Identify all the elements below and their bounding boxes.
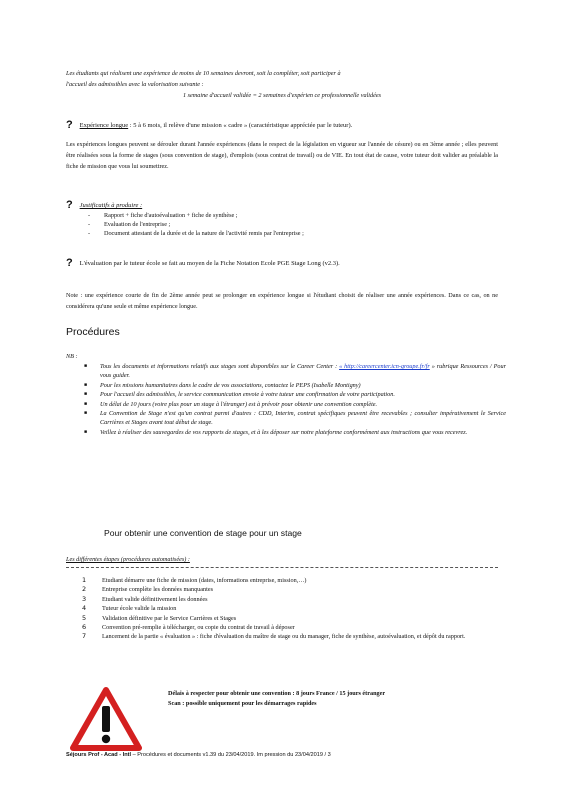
square-bullet-icon: ■ [84, 429, 88, 435]
list-item: - Document attestant de la durée et de la nature de l'activité remis par l'entreprise ; [88, 229, 498, 238]
step-item: 6 Convention pré-remplie à télécharger, ou copie du contrat de travail à déposer [82, 623, 295, 632]
note-section [66, 290, 498, 312]
square-bullet-icon: ■ [84, 392, 88, 398]
evaluation-section [66, 258, 498, 269]
evaluation-text: L'évaluation par le tuteur école se fait au moyen de la Fiche Notation Ecole PGE Stage Long (v2.3). [79, 260, 340, 267]
step-item: 3 Etudiant valide définitivement les données [82, 594, 208, 603]
square-bullet-icon: ■ [84, 401, 88, 407]
list-item: - Rapport + fiche d'autoévaluation + fiche de synthèse ; [88, 211, 498, 220]
note-text: Note : une expérience courte de fin de 2ème année peut se prolonger en expérience longue si l'étudiant choisit de réaliser une année expériences. Dans ce cas, on ne considérera qu'une seule et même expérience longue. [66, 292, 498, 310]
list-item: ■ Pour l'accueil des admissibles, le service communication envoie à votre tuteur une confirmation de votre participation. [84, 391, 395, 399]
step-number-icon: 7 [82, 632, 87, 641]
intro-line-1: Les étudiants qui réalisent une expérience de moins de 10 semaines devront, soit la compléter, soit participer à [66, 70, 341, 77]
delay-line-2: Scan : possible uniquement pour les démarrages rapides [168, 700, 317, 707]
question-mark-icon: ? [66, 257, 73, 269]
step-item: 5 Validation définitive par le Service Carrières et Stages [82, 613, 237, 622]
footer-info: – Procédures et documents v1.39 du 23/04/2019. Im pression du 23/04/2019 / 3 [132, 752, 331, 758]
procedures-notes [66, 352, 506, 437]
justificatifs-label: Justificatifs à produire : [79, 202, 143, 209]
step-number-icon: 6 [82, 623, 87, 632]
step-number-icon: 5 [82, 613, 87, 622]
long-experience-section [66, 120, 498, 172]
step-number-icon: 1 [82, 576, 87, 584]
steps-list [82, 576, 502, 642]
intro-line-2: l'accueil des admissibles avec la valorisation suivante : [66, 81, 204, 88]
page-footer [66, 752, 331, 758]
long-experience-text: : 5 à 6 mois, il relève d'une mission « cadre » (caractéristique appréciée par le tuteur). [129, 122, 353, 129]
warning-triangle-icon [70, 686, 142, 752]
delay-line-1: Délais à respecter pour obtenir une convention : 8 jours France / 15 jours étranger [168, 690, 386, 697]
list-item: ■ Pour les missions humanitaires dans le cadre de vos associations, contactez le PEPS (Isabelle Montigny) [84, 381, 361, 389]
nb-label: NB : [66, 353, 78, 360]
list-item: ■ Tous les documents et informations relatifs aux stages sont disponibles sur le Career Center : « http://careercenter.icn-groupe.fr/fr » rubrique Ressources / Pour vous guider. [84, 363, 507, 380]
square-bullet-icon: ■ [84, 411, 88, 417]
list-item: ■ Un délai de 10 jours (voire plus pour un stage à l'étranger) est à prévoir pour obtenir une convention complète. [84, 400, 378, 408]
step-number-icon: 3 [82, 594, 87, 603]
procedures-list [66, 362, 506, 437]
step-item: 1 Etudiant démarre une fiche de mission (dates, informations entreprise, mission,…) [82, 576, 307, 584]
intro-paragraph [66, 68, 498, 101]
justificatifs-list [66, 211, 498, 238]
step-item: 2 Entreprise complète les données manquantes [82, 585, 213, 594]
procedures-heading: Procédures [66, 326, 120, 338]
list-item: - Evaluation de l'entreprise ; [88, 220, 498, 229]
list-item: ■ La Convention de Stage n'est qu'un contrat parmi d'autres : CDD, Interim, contrat spécifiques peuvent être recevables ; consulter impérativement le Service Carrières et Stages avant tout début de stage. [84, 410, 506, 427]
question-mark-icon: ? [66, 119, 73, 131]
career-center-link[interactable]: « http://careercenter.icn-groupe.fr/fr [339, 363, 430, 370]
long-experience-paragraph: Les expériences longues peuvent se dérouler durant l'année expériences (dans le respect de la législation en vigueur sur l'année de césure) ou en 3ème année ; elles peuvent être réalisées sous la forme de stages (sous convention de stage), d'emplois (sous contrat de travail) ou de VIE. En tout état de cause, votre tuteur doit valider au préalable la fiche de mission que vous lui soumettrez. [66, 141, 498, 170]
step-item: 7 Lancement de la partie « évaluation » : fiche d'évaluation du maître de stage ou du manager, fiche de synthèse, autoévaluation, et dépôt du rapport. [82, 632, 466, 641]
long-experience-label: Expérience longue [79, 122, 129, 129]
step-number-icon: 4 [82, 604, 87, 613]
question-mark-icon: ? [66, 199, 73, 211]
square-bullet-icon: ■ [84, 382, 88, 388]
intro-line-3: 1 semaine d'accueil validée = 2 semaines d'expérien ce professionnelle validées [183, 92, 381, 99]
delay-notice [168, 689, 508, 709]
footer-brand: Séjours Prof - Acad - Intl [66, 752, 132, 758]
step-item: 4 Tuteur école valide la mission [82, 604, 177, 613]
divider [66, 567, 498, 568]
justificatifs-section [66, 200, 498, 238]
square-bullet-icon: ■ [84, 364, 88, 369]
step-number-icon: 2 [82, 585, 87, 594]
steps-title: Les différentes étapes (procédures automatisées) : [66, 556, 190, 563]
list-item: ■ Veillez à réaliser des sauvegardes de vos rapports de stages, et à les déposer sur notre plateforme conformément aux instructions que vous recevrez. [84, 428, 468, 436]
convention-heading: Pour obtenir une convention de stage pour un stage [104, 528, 302, 538]
